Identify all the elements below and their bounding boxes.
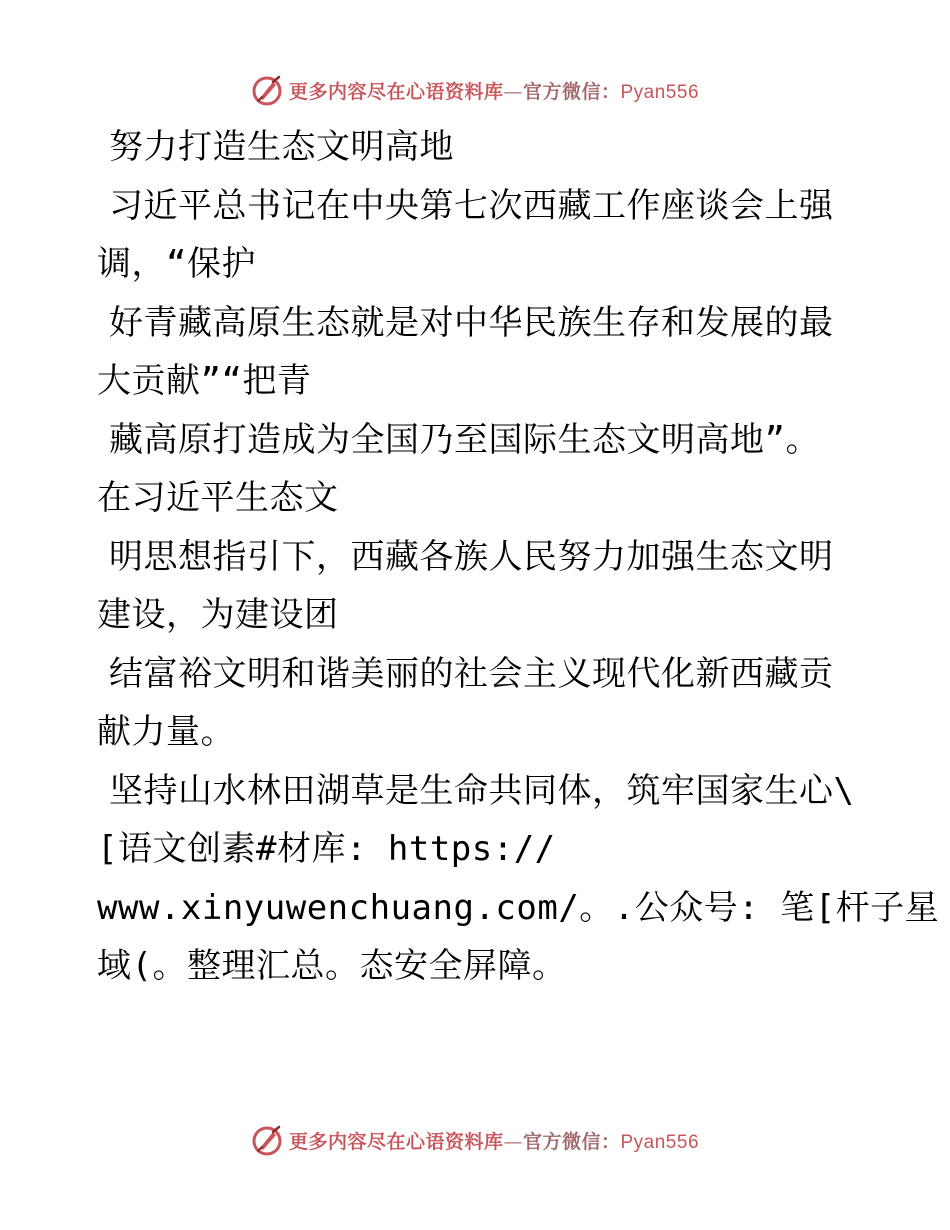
doc-line: 好青藏高原生态就是对中华民族生存和发展的最 [109,302,834,343]
doc-line: [语文创素#材库: https:// [97,829,556,869]
banner-site-text: 更多内容尽在心语资料库 [288,1130,504,1153]
footer-watermark-banner [0,1120,950,1160]
quill-logo-icon [251,74,283,106]
quill-logo-icon [251,1124,283,1156]
doc-line: 调，“保护 [97,244,256,284]
banner-text [289,77,699,104]
doc-line: 藏高原打造成为全国乃至国际生态文明高地”。 [109,419,820,460]
doc-line: www.xinyuwenchuang.com/。.公众号: 笔[杆子星 [97,887,940,928]
doc-line: 坚持山水林田湖草是生命共同体，筑牢国家生心\ [109,770,855,811]
doc-line: 域(。整理汇总。态安全屏障。 [97,946,567,986]
banner-site-text: 更多内容尽在心语资料库 [288,80,504,103]
doc-line-title: 努力打造生态文明高地 [109,127,454,167]
banner-account: Pyan556 [620,1131,700,1153]
header-watermark-banner [0,70,950,110]
banner-account: Pyan556 [620,81,700,103]
banner-separator: — [503,80,523,103]
document-body [97,118,940,996]
doc-line: 结富裕文明和谐美丽的社会主义现代化新西藏贡 [109,653,834,694]
doc-line: 建设，为建设团 [97,595,339,635]
banner-wechat-label: 官方微信： [522,1130,621,1153]
banner-text [289,1127,699,1154]
doc-line: 在习近平生态文 [97,478,339,518]
doc-line: 明思想指引下，西藏各族人民努力加强生态文明 [109,536,834,577]
banner-separator: — [503,1130,523,1153]
banner-wechat-label: 官方微信： [522,80,621,103]
doc-line: 献力量。 [97,712,235,752]
doc-line: 大贡献”“把青 [97,361,312,401]
doc-line: 习近平总书记在中央第七次西藏工作座谈会上强 [109,185,834,226]
